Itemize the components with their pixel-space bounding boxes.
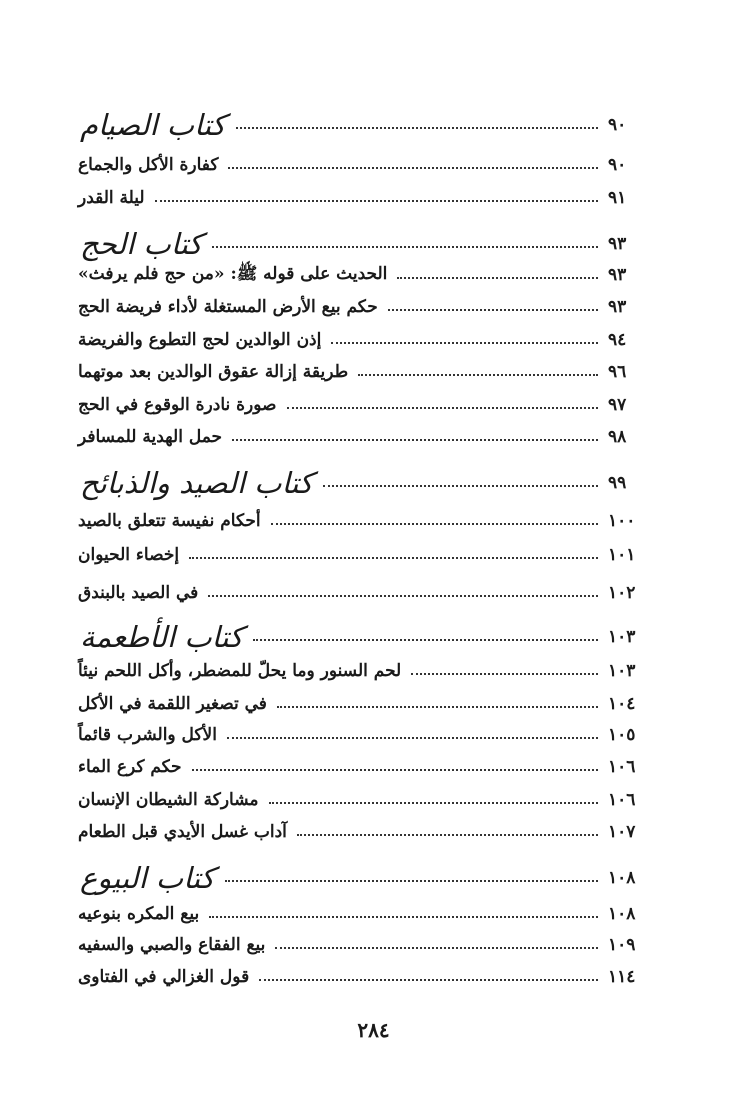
toc-entry-row	[72, 148, 662, 182]
dot-leader	[209, 916, 598, 918]
page-ref: ٩٩	[608, 473, 627, 493]
toc-entry-row	[72, 576, 662, 610]
page-ref: ٩٨	[608, 427, 627, 447]
entry-title: طريقة إزالة عقوق الوالدين بعد موتهما	[78, 362, 349, 382]
toc-entry-row	[72, 504, 662, 538]
entry-title: في الصيد بالبندق	[78, 583, 199, 603]
dot-leader	[358, 374, 598, 376]
page-ref: ١٠٢	[608, 583, 636, 603]
chapter-title: كتاب الأطعمة	[80, 620, 244, 654]
page-ref: ٩٧	[608, 395, 627, 415]
toc-chapter-row	[72, 227, 662, 261]
toc-entry-row	[72, 323, 662, 357]
dot-leader	[208, 595, 598, 597]
dot-leader	[192, 769, 598, 771]
page-ref: ١٠٥	[608, 725, 636, 745]
chapter-title: كتاب الصيد والذبائح	[80, 466, 313, 500]
page-number: ٢٨٤	[357, 1018, 390, 1042]
page-ref: ١١٤	[608, 967, 636, 987]
toc-entry-row	[72, 815, 662, 849]
page-ref: ١٠٨	[608, 904, 636, 924]
toc-chapter-row	[72, 108, 662, 142]
entry-title: ليلة القدر	[78, 188, 145, 208]
entry-title: حكم كرع الماء	[78, 757, 182, 777]
dot-leader	[227, 737, 598, 739]
toc-entry-row	[72, 687, 662, 721]
entry-title: حكم بيع الأرض المستغلة لأداء فريضة الحج	[78, 297, 378, 317]
toc-entry-row	[72, 181, 662, 215]
page-ref: ٩٠	[608, 155, 627, 175]
dot-leader	[287, 407, 599, 409]
toc-chapter-row	[72, 466, 662, 500]
dot-leader	[331, 342, 598, 344]
dot-leader	[277, 706, 598, 708]
dot-leader	[269, 802, 599, 804]
entry-title: إذن الوالدين لحج التطوع والفريضة	[78, 330, 322, 350]
page-ref: ١٠٦	[608, 790, 636, 810]
page-ref: ٩٠	[608, 115, 627, 135]
page-ref: ١٠٧	[608, 822, 636, 842]
entry-title: الحديث على قوله ﷺ: «من حج فلم يرفث»	[78, 263, 388, 284]
dot-leader	[411, 673, 598, 675]
entry-title: في تصغير اللقمة في الأكل	[78, 694, 267, 714]
entry-title: بيع المكره بنوعيه	[78, 904, 200, 924]
entry-title: أحكام نفيسة تتعلق بالصيد	[78, 511, 261, 531]
toc-entry-row	[72, 290, 662, 324]
dot-leader	[236, 127, 599, 129]
dot-leader	[323, 485, 598, 487]
page-ref: ١٠١	[608, 545, 636, 565]
page-ref: ١٠٩	[608, 935, 636, 955]
page-ref: ١٠٨	[608, 868, 636, 888]
dot-leader	[212, 246, 598, 248]
page-ref: ١٠٤	[608, 694, 636, 714]
table-of-contents	[72, 0, 662, 1112]
page-ref: ١٠٣	[608, 627, 636, 647]
toc-chapter-row	[72, 861, 662, 895]
dot-leader	[388, 309, 598, 311]
chapter-title: كتاب البيوع	[80, 861, 215, 895]
toc-entry-row	[72, 258, 662, 292]
dot-leader	[232, 439, 598, 441]
page-ref: ٩٣	[608, 297, 627, 317]
page-ref: ١٠٦	[608, 757, 636, 777]
page-ref: ٩١	[608, 188, 627, 208]
toc-entry-row	[72, 750, 662, 784]
dot-leader	[225, 880, 598, 882]
chapter-title: كتاب الصيام	[80, 108, 226, 142]
toc-entry-row	[72, 388, 662, 422]
entry-title: إخصاء الحيوان	[78, 545, 180, 565]
toc-entry-row	[72, 654, 662, 688]
dot-leader	[271, 523, 598, 525]
page-ref: ٩٦	[608, 362, 627, 382]
entry-title: كفارة الأكل والجماع	[78, 155, 219, 175]
page-ref: ١٠٣	[608, 661, 636, 681]
dot-leader	[253, 639, 598, 641]
entry-title: قول الغزالي في الفتاوى	[78, 967, 250, 987]
toc-entry-row	[72, 783, 662, 817]
entry-title: حمل الهدية للمسافر	[78, 427, 223, 447]
entry-title: آداب غسل الأيدي قبل الطعام	[78, 822, 287, 842]
toc-entry-row	[72, 928, 662, 962]
toc-chapter-row	[72, 620, 662, 654]
toc-entry-row	[72, 420, 662, 454]
dot-leader	[275, 947, 598, 949]
entry-title: الأكل والشرب قائماً	[78, 725, 217, 745]
toc-entry-row	[72, 960, 662, 994]
dot-leader	[155, 200, 598, 202]
dot-leader	[228, 167, 598, 169]
toc-entry-row	[72, 718, 662, 752]
dot-leader	[259, 979, 598, 981]
entry-title: صورة نادرة الوقوع في الحج	[78, 395, 277, 415]
page-ref: ١٠٠	[608, 511, 636, 531]
page-ref: ٩٣	[608, 265, 627, 285]
chapter-title: كتاب الحج	[80, 227, 203, 261]
entry-title: مشاركة الشيطان الإنسان	[78, 790, 259, 810]
dot-leader	[297, 834, 598, 836]
page-ref: ٩٤	[608, 330, 627, 350]
toc-entry-row	[72, 538, 662, 572]
toc-entry-row	[72, 355, 662, 389]
entry-title: بيع الفقاع والصبي والسفيه	[78, 935, 266, 955]
dot-leader	[189, 557, 598, 559]
toc-entry-row	[72, 897, 662, 931]
page-ref: ٩٣	[608, 234, 627, 254]
dot-leader	[397, 277, 598, 279]
entry-title: لحم السنور وما يحلّ للمضطر، وأكل اللحم نيئاً	[78, 661, 402, 681]
